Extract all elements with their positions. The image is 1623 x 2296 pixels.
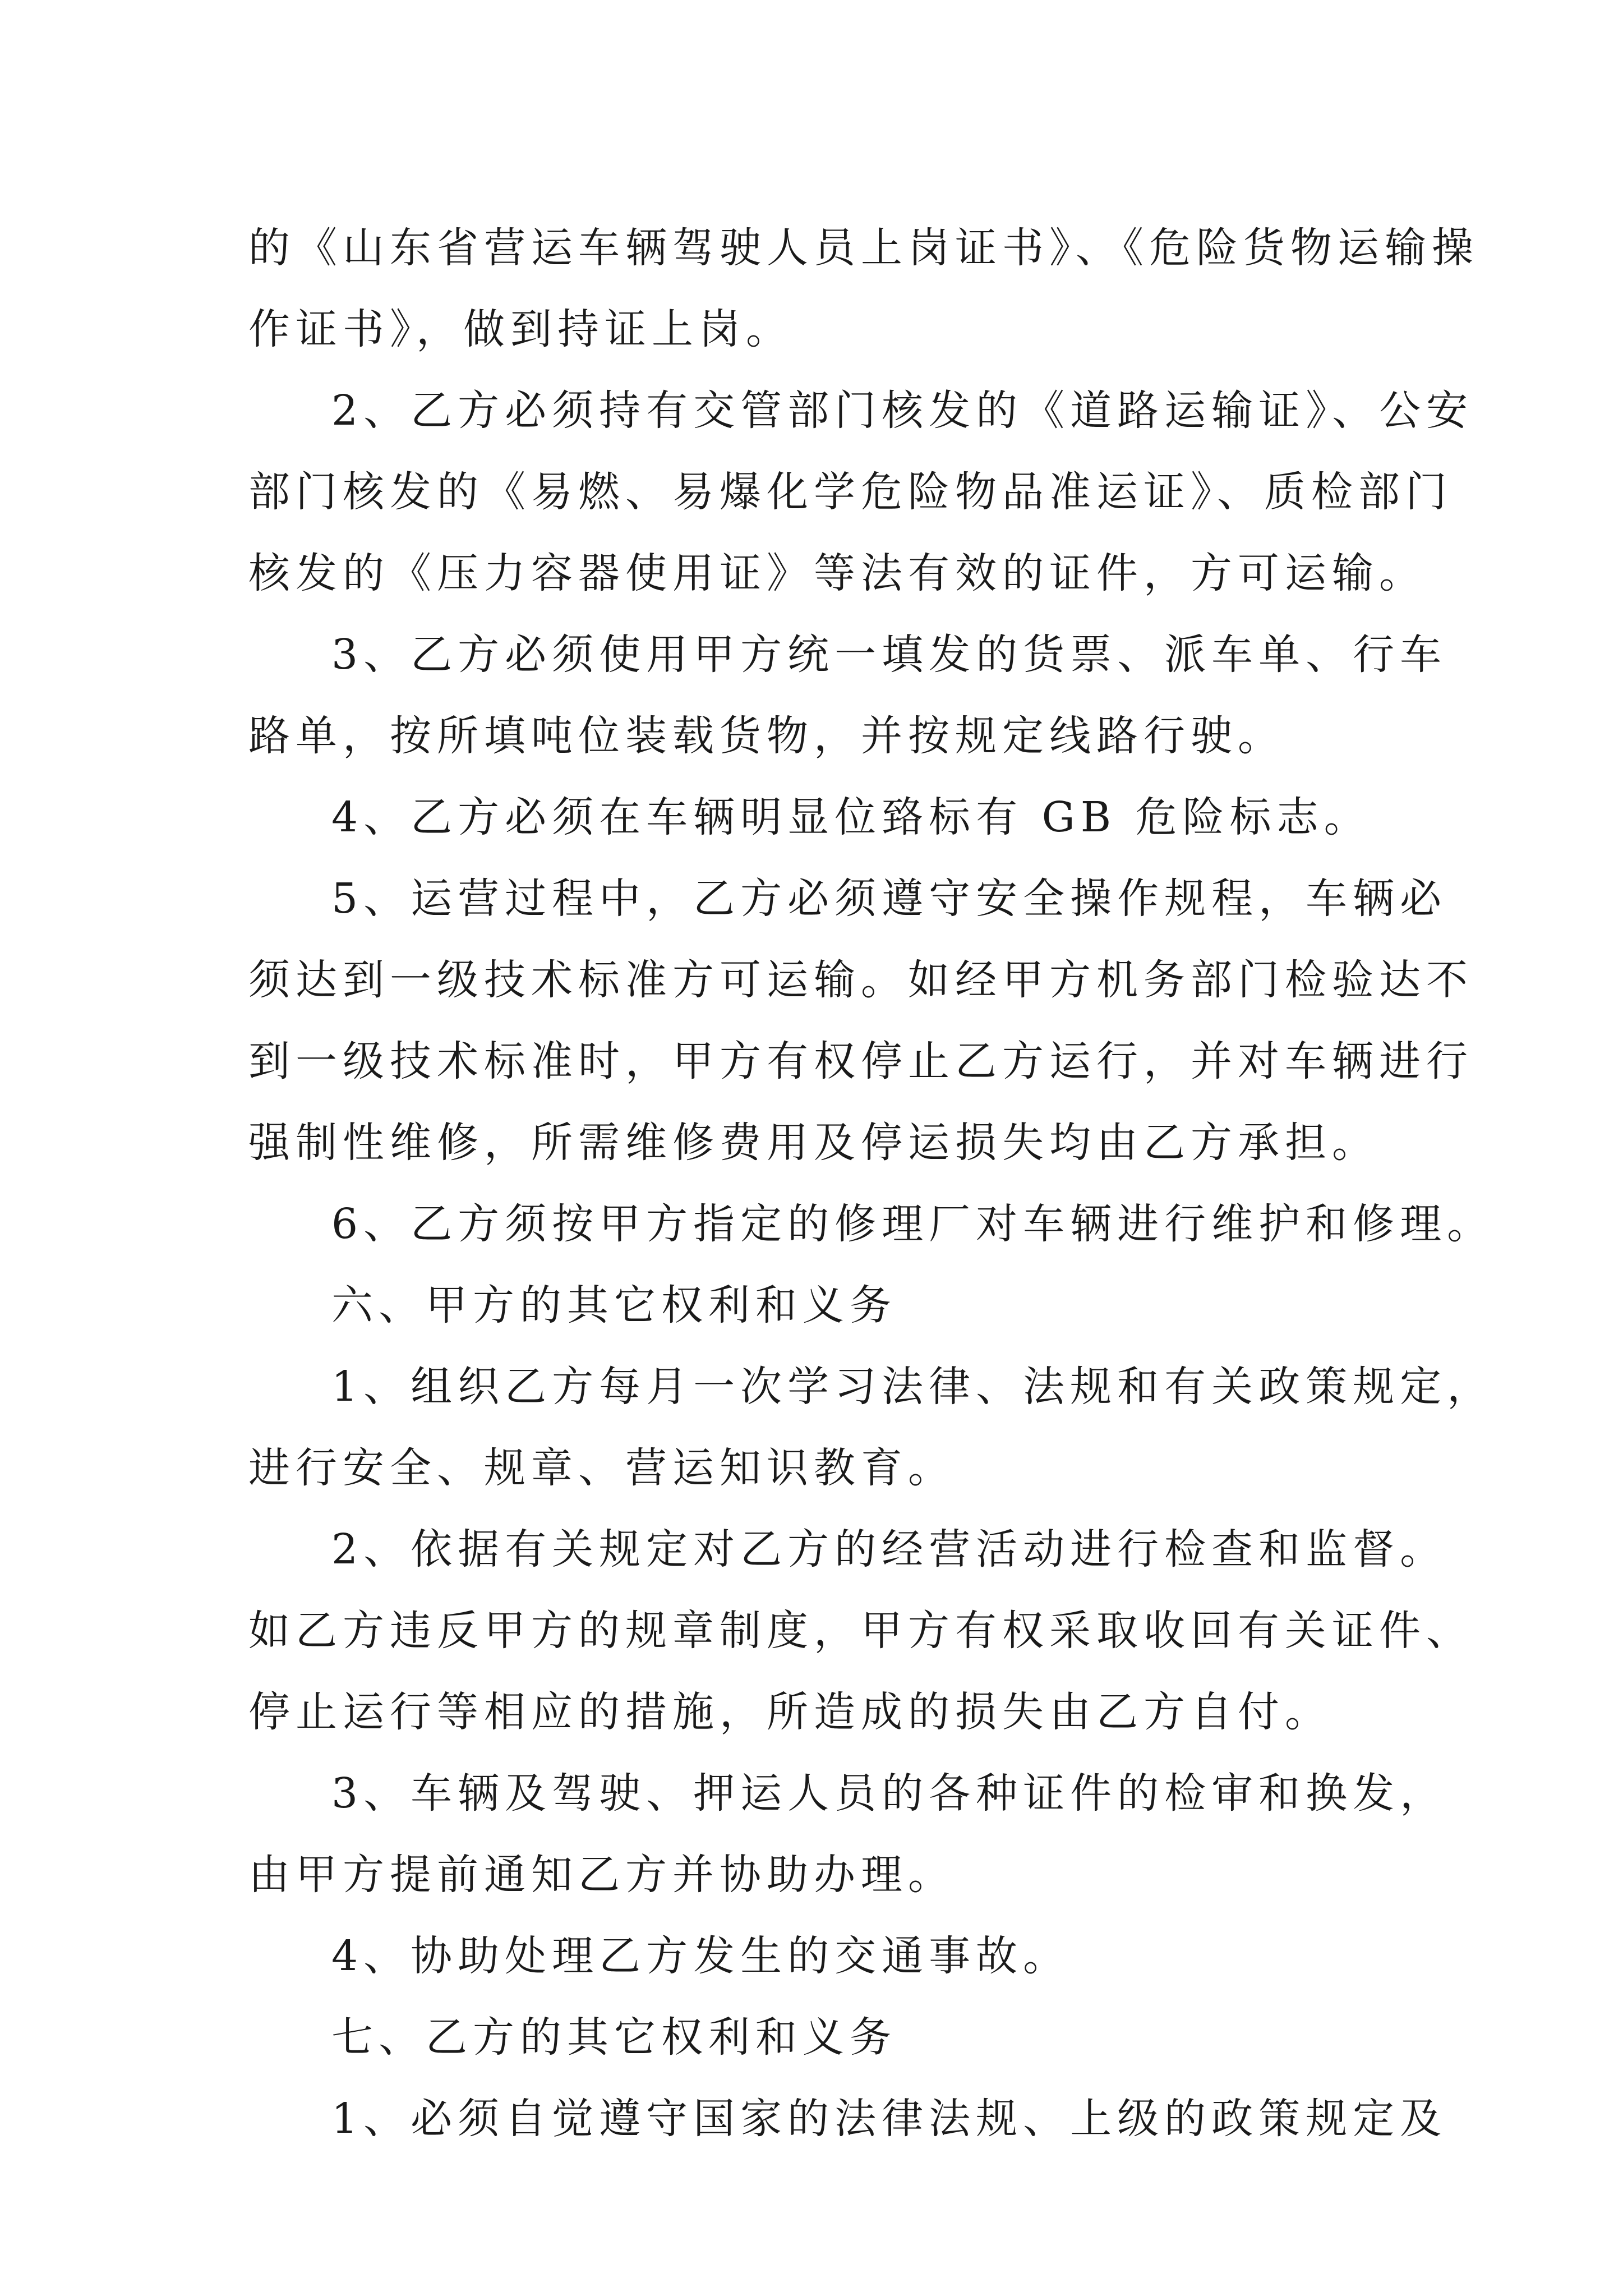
text-line: 部门核发的《易燃、易爆化学危险物品准运证》、质检部门	[248, 468, 1453, 516]
text-line: 6、乙方须按甲方指定的修理厂对车辆进行维护和修理。	[331, 1200, 1495, 1248]
text-line: 核发的《压力容器使用证》等法有效的证件，方可运输。	[248, 549, 1426, 597]
paragraph-clause-7-1	[248, 2078, 1447, 2160]
text-line: 1、必须自觉遵守国家的法律法规、上级的政策规定及	[331, 2095, 1447, 2143]
text-line: 1、组织乙方每月一次学习法律、法规和有关政策规定，	[331, 1363, 1495, 1411]
text-line: 3、乙方必须使用甲方统一填发的货票、派车单、行车	[331, 631, 1447, 679]
paragraph-clause-5-6	[248, 1184, 1495, 1265]
section-heading-text: 六、甲方的其它权利和义务	[331, 1281, 897, 1329]
text-line: 2、依据有关规定对乙方的经营活动进行检查和监督。	[331, 1525, 1447, 1573]
text-line: 强制性维修，所需维修费用及停运损失均由乙方承担。	[248, 1119, 1379, 1167]
paragraph-clause-5-5	[248, 858, 1473, 1184]
paragraph-clause-6-1	[248, 1346, 1495, 1509]
text-line: 停止运行等相应的措施，所造成的损失由乙方自付。	[248, 1688, 1332, 1736]
section-heading-6	[248, 1265, 1381, 1346]
paragraph-clause-5-2	[248, 370, 1474, 614]
paragraph-clause-5-3	[248, 614, 1447, 777]
text-line: 4、协助处理乙方发生的交通事故。	[331, 1932, 1071, 1980]
paragraph-clause-6-4	[248, 1916, 1381, 1997]
text-line: 4、乙方必须在车辆明显位臵标有 GB 危险标志。	[331, 793, 1371, 841]
text-line: 2、乙方必须持有交管部门核发的《道路运输证》、公安	[331, 386, 1474, 435]
section-heading-text: 七、乙方的其它权利和义务	[331, 2013, 897, 2062]
text-line: 进行安全、规章、营运知识教育。	[248, 1444, 955, 1492]
document-body	[248, 208, 1495, 2160]
text-line: 的《山东省营运车辆驾驶人员上岗证书》、《危险货物运输操	[248, 224, 1479, 272]
paragraph-clause-5-4	[248, 777, 1381, 858]
text-line: 到一级技术标准时，甲方有权停止乙方运行，并对车辆进行	[248, 1037, 1473, 1085]
text-line: 3、车辆及驾驶、押运人员的各种证件的检审和换发，	[331, 1769, 1447, 1818]
text-line: 如乙方违反甲方的规章制度，甲方有权采取收回有关证件、	[248, 1607, 1473, 1655]
text-line: 须达到一级技术标准方可运输。如经甲方机务部门检验达不	[248, 956, 1473, 1004]
section-heading-7	[248, 1997, 1381, 2078]
paragraph-continuation	[248, 208, 1479, 370]
text-line: 路单，按所填吨位装载货物，并按规定线路行驶。	[248, 712, 1285, 760]
text-line: 作证书》，做到持证上岗。	[248, 305, 793, 353]
paragraph-clause-6-3	[248, 1753, 1447, 1916]
paragraph-clause-6-2	[248, 1509, 1473, 1753]
text-line: 由甲方提前通知乙方并协助办理。	[248, 1851, 955, 1899]
text-line: 5、运营过程中，乙方必须遵守安全操作规程，车辆必	[331, 875, 1447, 923]
